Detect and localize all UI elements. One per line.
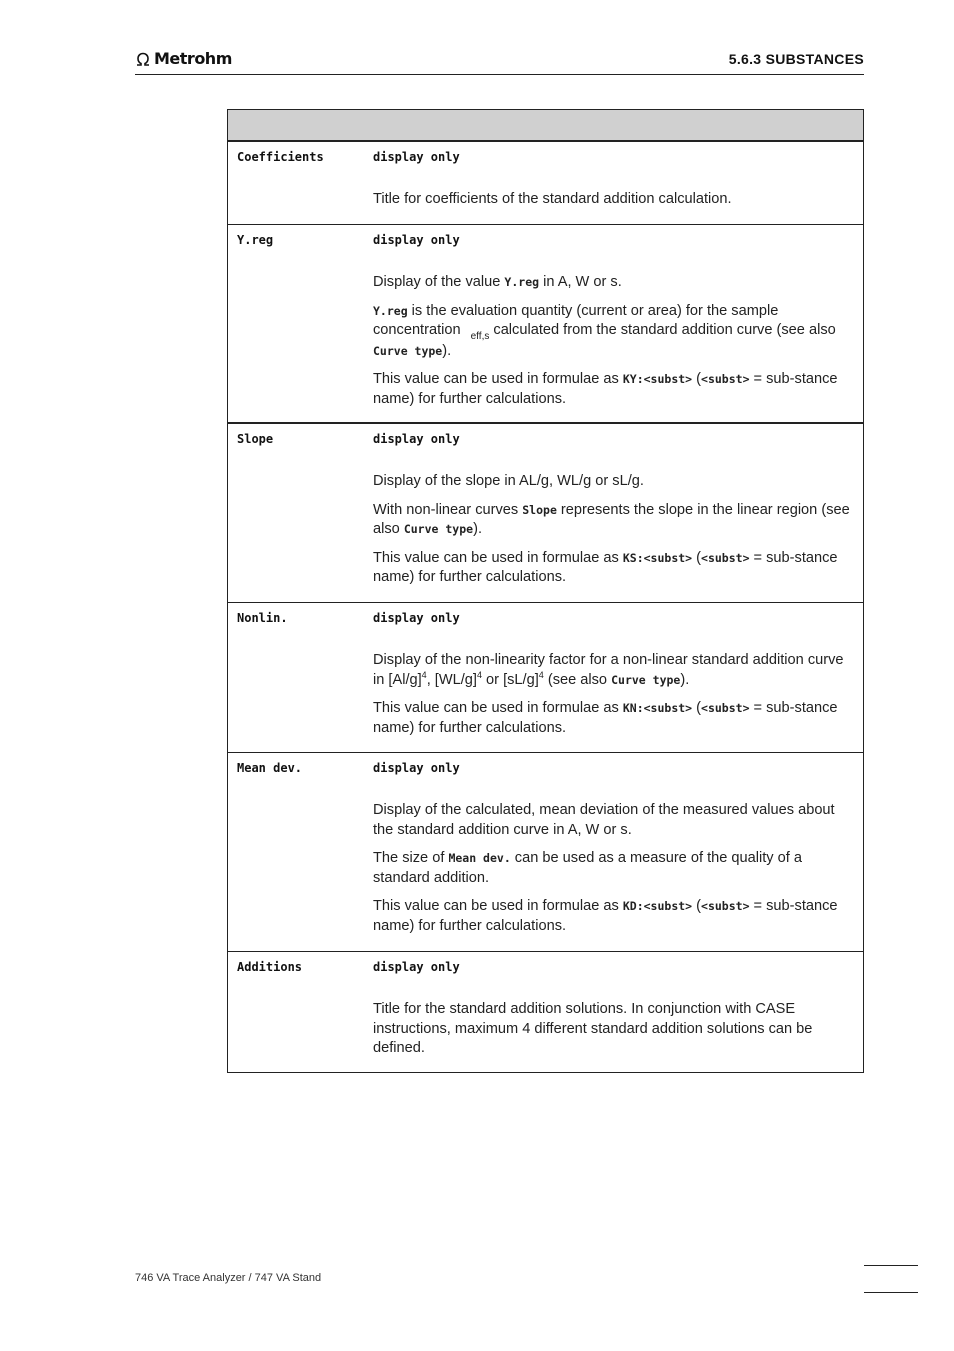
param-name: Nonlin.: [237, 611, 288, 625]
table-row: [228, 142, 863, 225]
param-mode: display only: [373, 233, 460, 247]
section-title: 5.6.3 SUBSTANCES: [728, 51, 864, 67]
omega-logo-icon: [135, 51, 151, 67]
footer-rule: [864, 1292, 918, 1293]
param-name: Y.reg: [237, 233, 274, 247]
table-row: [228, 753, 863, 952]
brand-name: Metrohm: [154, 49, 232, 68]
description-paragraph: This value can be used in formulae as KD:<subst> (<subst> = sub-stance name) for further calculations.: [373, 898, 838, 934]
param-description: [373, 801, 853, 945]
table-header-bar: [228, 110, 863, 142]
page-header: [135, 46, 864, 75]
description-paragraph: This value can be used in formulae as KY:<subst> (<subst> = sub-stance name) for further calculations.: [373, 371, 838, 407]
description-paragraph: The size of Mean dev. can be used as a measure of the quality of a standard addition.: [373, 850, 802, 886]
param-description: [373, 472, 853, 597]
param-name: Coefficients: [237, 150, 324, 164]
footer-rule: [864, 1265, 918, 1266]
param-description: [373, 190, 853, 219]
param-mode: display only: [373, 150, 460, 164]
table-row: [228, 225, 863, 424]
param-description: [373, 651, 853, 747]
description-paragraph: Display of the slope in AL/g, WL/g or sL/g.: [373, 473, 644, 489]
description-paragraph: This value can be used in formulae as KN:<subst> (<subst> = sub-stance name) for further calculations.: [373, 700, 838, 736]
description-paragraph: Title for coefficients of the standard addition calculation.: [373, 191, 732, 207]
footer-text: 746 VA Trace Analyzer / 747 VA Stand: [135, 1272, 322, 1284]
description-paragraph: Display of the calculated, mean deviation of the measured values about the standard addition curve in A, W or s.: [373, 802, 835, 838]
description-paragraph: Y.reg is the evaluation quantity (current or area) for the sample concentration $_{eff,s}$ calculated from the standard addition curve (see also Curve type).: [373, 302, 836, 359]
description-paragraph: Display of the non-linearity factor for a non-linear standard addition curve in $[Al/g]^4$, $[WL/g]^4$ or $[sL/g]^4$ (see also Curve type).: [373, 652, 844, 688]
table-row: [228, 603, 863, 753]
param-name: Mean dev.: [237, 761, 303, 775]
param-mode: display only: [373, 761, 460, 775]
param-mode: display only: [373, 960, 460, 974]
description-paragraph: With non-linear curves Slope represents the slope in the linear region (see also Curve type).: [373, 501, 850, 537]
brand-logo: [135, 49, 232, 68]
param-name: Slope: [237, 432, 274, 446]
table-row: [228, 952, 863, 1072]
table-row: [228, 424, 863, 603]
param-name: Additions: [237, 960, 303, 974]
param-mode: display only: [373, 432, 460, 446]
param-mode: display only: [373, 611, 460, 625]
param-description: [373, 1000, 853, 1068]
parameter-table: [227, 109, 864, 1073]
param-description: [373, 273, 853, 418]
description-paragraph: Display of the value Y.reg in A, W or s.: [373, 274, 622, 290]
description-paragraph: This value can be used in formulae as KS:<subst> (<subst> = sub-stance name) for further calculations.: [373, 549, 838, 585]
description-paragraph: Title for the standard addition solutions. In conjunction with CASE instructions, maximum 4 different standard addition solutions can be defined.: [373, 1001, 813, 1056]
